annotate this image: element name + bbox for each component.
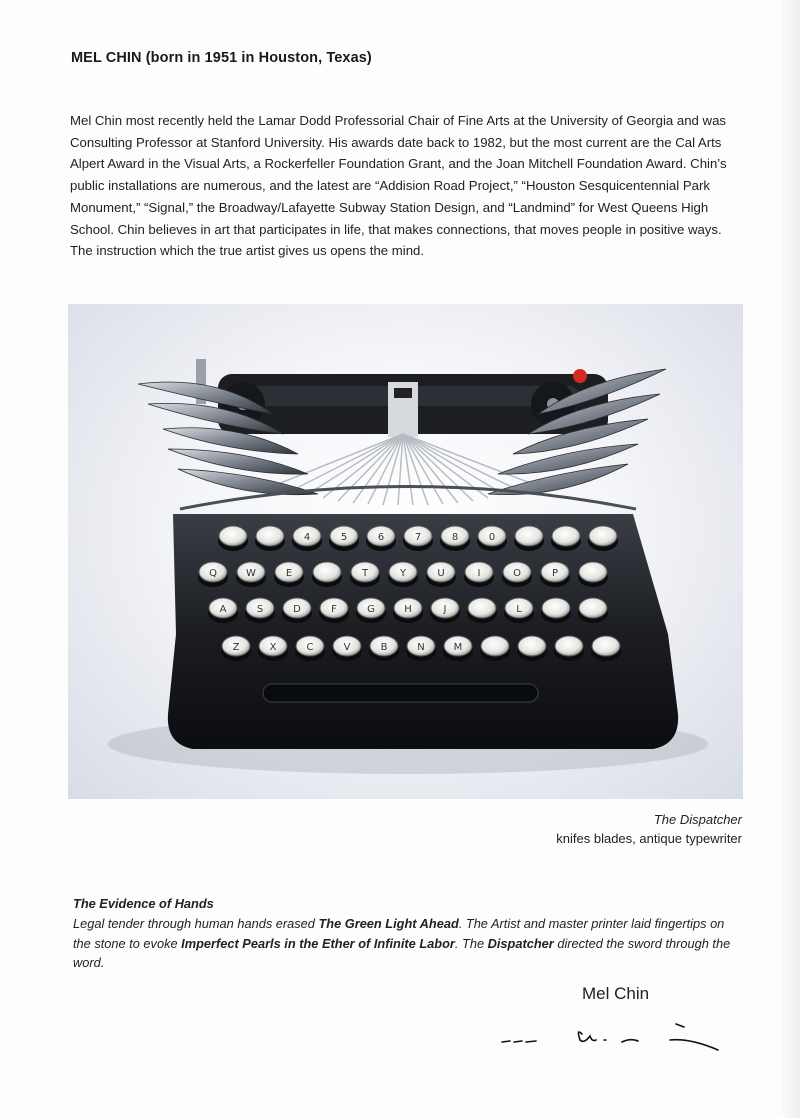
typewriter-key-label: S	[256, 604, 264, 615]
artwork-title: The Dispatcher	[653, 812, 742, 827]
typewriter-key	[219, 526, 247, 546]
work-title-green-light: The Green Light Ahead	[318, 915, 459, 931]
typewriter-key	[468, 598, 496, 618]
typewriter-key-label: P	[551, 568, 559, 579]
typewriter-key-label: 8	[451, 532, 459, 543]
typewriter-key-label: X	[269, 642, 277, 653]
typewriter-key-label: L	[516, 604, 522, 615]
typewriter-key	[256, 526, 284, 546]
typewriter-key-label: 7	[414, 532, 422, 543]
signature-name: Mel Chin	[582, 984, 650, 1003]
evidence-text-1: Legal tender through human hands erased	[73, 915, 319, 931]
typewriter-key-label: Q	[209, 568, 217, 579]
artwork-photo	[68, 304, 743, 799]
typewriter-key-label: I	[477, 568, 481, 579]
typewriter-key-label: 4	[303, 532, 311, 543]
typewriter-key-label: Y	[399, 568, 407, 579]
typewriter-key-label: N	[417, 642, 425, 653]
typewriter-key	[592, 636, 620, 656]
typewriter-key-label: J	[443, 604, 447, 615]
typewriter-key-label: H	[404, 604, 412, 615]
typewriter-key	[313, 562, 341, 582]
evidence-heading: The Evidence of Hands	[73, 896, 214, 911]
typewriter-key-label: G	[367, 604, 375, 615]
page-edge-shadow	[782, 0, 800, 1118]
typewriter-key-label: B	[380, 642, 388, 653]
typewriter-key	[579, 562, 607, 582]
typewriter-key-label: C	[306, 642, 314, 653]
typewriter-key-label: M	[453, 642, 463, 653]
typewriter-key-label: V	[343, 642, 351, 653]
typewriter-key	[589, 526, 617, 546]
typewriter-key-label: A	[219, 604, 227, 615]
typewriter-key-label: T	[361, 568, 369, 579]
typewriter-key	[555, 636, 583, 656]
typewriter-key-label: 5	[340, 532, 348, 543]
typewriter-key-label: U	[437, 568, 445, 579]
typewriter-key-label: O	[513, 568, 521, 579]
typewriter-key-label: Z	[232, 642, 240, 653]
evidence-of-hands-section	[73, 894, 743, 973]
work-title-imperfect-pearls: Imperfect Pearls in the Ether of Infinite Labor	[181, 935, 455, 951]
typewriter-key	[542, 598, 570, 618]
artwork-caption	[556, 810, 742, 848]
artwork-materials: knifes blades, antique typewriter	[556, 831, 742, 846]
evidence-text-3: . The	[454, 935, 488, 951]
typewriter-key-label: 6	[377, 532, 385, 543]
typewriter-key	[481, 636, 509, 656]
typewriter-key	[515, 526, 543, 546]
typewriter-key-label: 0	[488, 532, 496, 543]
typewriter-key-label: E	[285, 568, 293, 579]
typewriter-key-label: D	[293, 604, 301, 615]
page-title: MEL CHIN (born in 1951 in Houston, Texas)	[71, 50, 372, 66]
typewriter-key-label: F	[331, 604, 337, 615]
typewriter-key	[518, 636, 546, 656]
typewriter-sculpture-image	[68, 304, 743, 799]
typewriter-key	[552, 526, 580, 546]
artist-bio: Mel Chin most recently held the Lamar Dodd Professorial Chair of Fine Arts at the University of Georgia and was Consulting Professor at Stanford University. His awards date back to 1982, but the most current are the Cal Arts Alpert Award in the Visual Arts, a Rockerfeller Foundation Grant, and the Joan Mitchell Foundation Award. Chin’s public installations are numerous, and the latest are “Addision Road Project,” “Houston Sesquicentennial Park Monument,” “Signal,” the Broadway/Lafayette Subway Station Design, and “Landmind” for West Queens High School. Chin believes in art that participates in life, that makes connections, that moves people in positive ways. The instruction which the true artist gives us opens the mind.	[70, 113, 727, 259]
evidence-text-2: . The Artist and master printer laid fingertips on the stone to evoke	[73, 915, 725, 951]
typewriter-key	[579, 598, 607, 618]
work-title-dispatcher: Dispatcher	[487, 935, 554, 951]
typewriter-key-label: W	[246, 568, 256, 579]
handwritten-signature	[500, 1018, 730, 1058]
evidence-text-4: directed the sword through the word.	[73, 935, 731, 971]
